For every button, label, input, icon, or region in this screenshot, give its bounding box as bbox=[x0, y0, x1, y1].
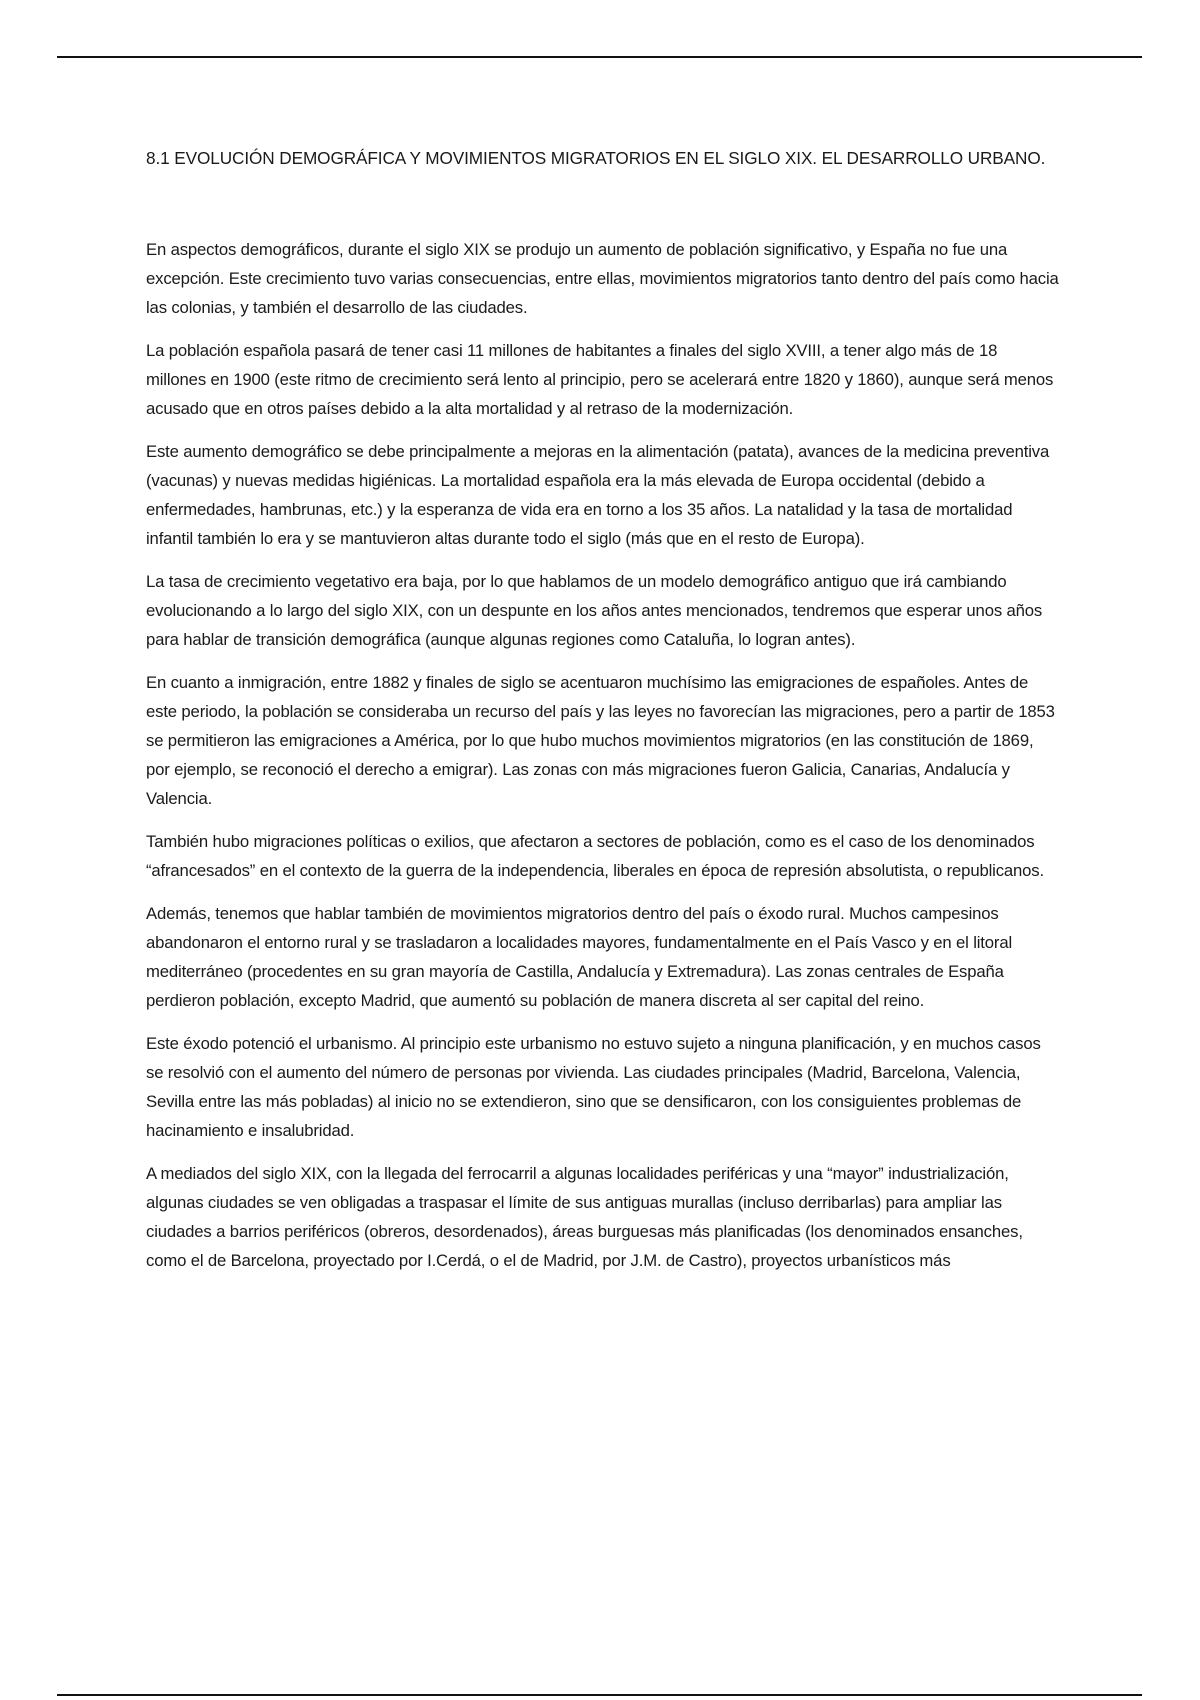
top-rule bbox=[57, 56, 1142, 58]
paragraph-5: En cuanto a inmigración, entre 1882 y finales de siglo se acentuaron muchísimo las emigraciones de españoles. Antes de este periodo, la población se consideraba un recurso del país y las leyes no favorecían las migraciones, pero a partir de 1853 se permitieron las emigraciones a América, por lo que hubo muchos movimientos migratorios (en las constitución de 1869, por ejemplo, se reconoció el derecho a emigrar). Las zonas con más migraciones fueron Galicia, Canarias, Andalucía y Valencia. bbox=[146, 673, 1055, 808]
paragraph-1: En aspectos demográficos, durante el siglo XIX se produjo un aumento de población significativo, y España no fue una excepción. Este crecimiento tuvo varias consecuencias, entre ellas, movimientos migratorios tanto dentro del país como hacia las colonias, y también el desarrollo de las ciudades. bbox=[146, 240, 1059, 317]
paragraph-3: Este aumento demográfico se debe principalmente a mejoras en la alimentación (patata), avances de la medicina preventiva (vacunas) y nuevas medidas higiénicas. La mortalidad española era la más elevada de Europa occidental (debido a enfermedades, hambrunas, etc.) y la esperanza de vida era en torno a los 35 años. La natalidad y la tasa de mortalidad infantil también lo era y se mantuvieron altas durante todo el siglo (más que en el resto de Europa). bbox=[146, 442, 1050, 548]
paragraph-7: Además, tenemos que hablar también de movimientos migratorios dentro del país o éxodo rural. Muchos campesinos abandonaron el entorno rural y se trasladaron a localidades mayores, fundamentalmente en el País Vasco y en el litoral mediterráneo (procedentes en su gran mayoría de Castilla, Andalucía y Extremadura). Las zonas centrales de España perdieron población, excepto Madrid, que aumentó su población de manera discreta al ser capital del reino. bbox=[146, 904, 1013, 1010]
document-title: 8.1 EVOLUCIÓN DEMOGRÁFICA Y MOVIMIENTOS MIGRATORIOS EN EL SIGLO XIX. EL DESARROLLO URBANO. bbox=[146, 148, 1046, 168]
paragraph-4: La tasa de crecimiento vegetativo era baja, por lo que hablamos de un modelo demográfico antiguo que irá cambiando evolucionando a lo largo del siglo XIX, con un despunte en los años antes mencionados, tendremos que esperar unos años para hablar de transición demográfica (aunque algunas regiones como Cataluña, lo logran antes). bbox=[146, 572, 1043, 649]
paragraph-9: A mediados del siglo XIX, con la llegada del ferrocarril a algunas localidades periféricas y una “mayor” industrialización, algunas ciudades se ven obligadas a traspasar el límite de sus antiguas murallas (incluso derribarlas) para ampliar las ciudades a barrios periféricos (obreros, desordenados), áreas burguesas más planificadas (los denominados ensanches, como el de Barcelona, proyectado por I.Cerdá, o el de Madrid, por J.M. de Castro), proyectos urbanísticos más bbox=[146, 1164, 1023, 1270]
paragraph-8: Este éxodo potenció el urbanismo. Al principio este urbanismo no estuvo sujeto a ninguna planificación, y en muchos casos se resolvió con el aumento del número de personas por vivienda. Las ciudades principales (Madrid, Barcelona, Valencia, Sevilla entre las más pobladas) al inicio no se extendieron, sino que se densificaron, con los consiguientes problemas de hacinamiento e insalubridad. bbox=[146, 1034, 1041, 1140]
document-body bbox=[146, 235, 1061, 1275]
bottom-rule bbox=[57, 1694, 1142, 1696]
document-content bbox=[146, 144, 1061, 1289]
paragraph-2: La población española pasará de tener casi 11 millones de habitantes a finales del siglo XVIII, a tener algo más de 18 millones en 1900 (este ritmo de crecimiento será lento al principio, pero se acelerará entre 1820 y 1860), aunque será menos acusado que en otros países debido a la alta mortalidad y al retraso de la modernización. bbox=[146, 341, 1054, 418]
paragraph-6: También hubo migraciones políticas o exilios, que afectaron a sectores de población, como es el caso de los denominados “afrancesados” en el contexto de la guerra de la independencia, liberales en época de represión absolutista, o republicanos. bbox=[146, 832, 1044, 880]
